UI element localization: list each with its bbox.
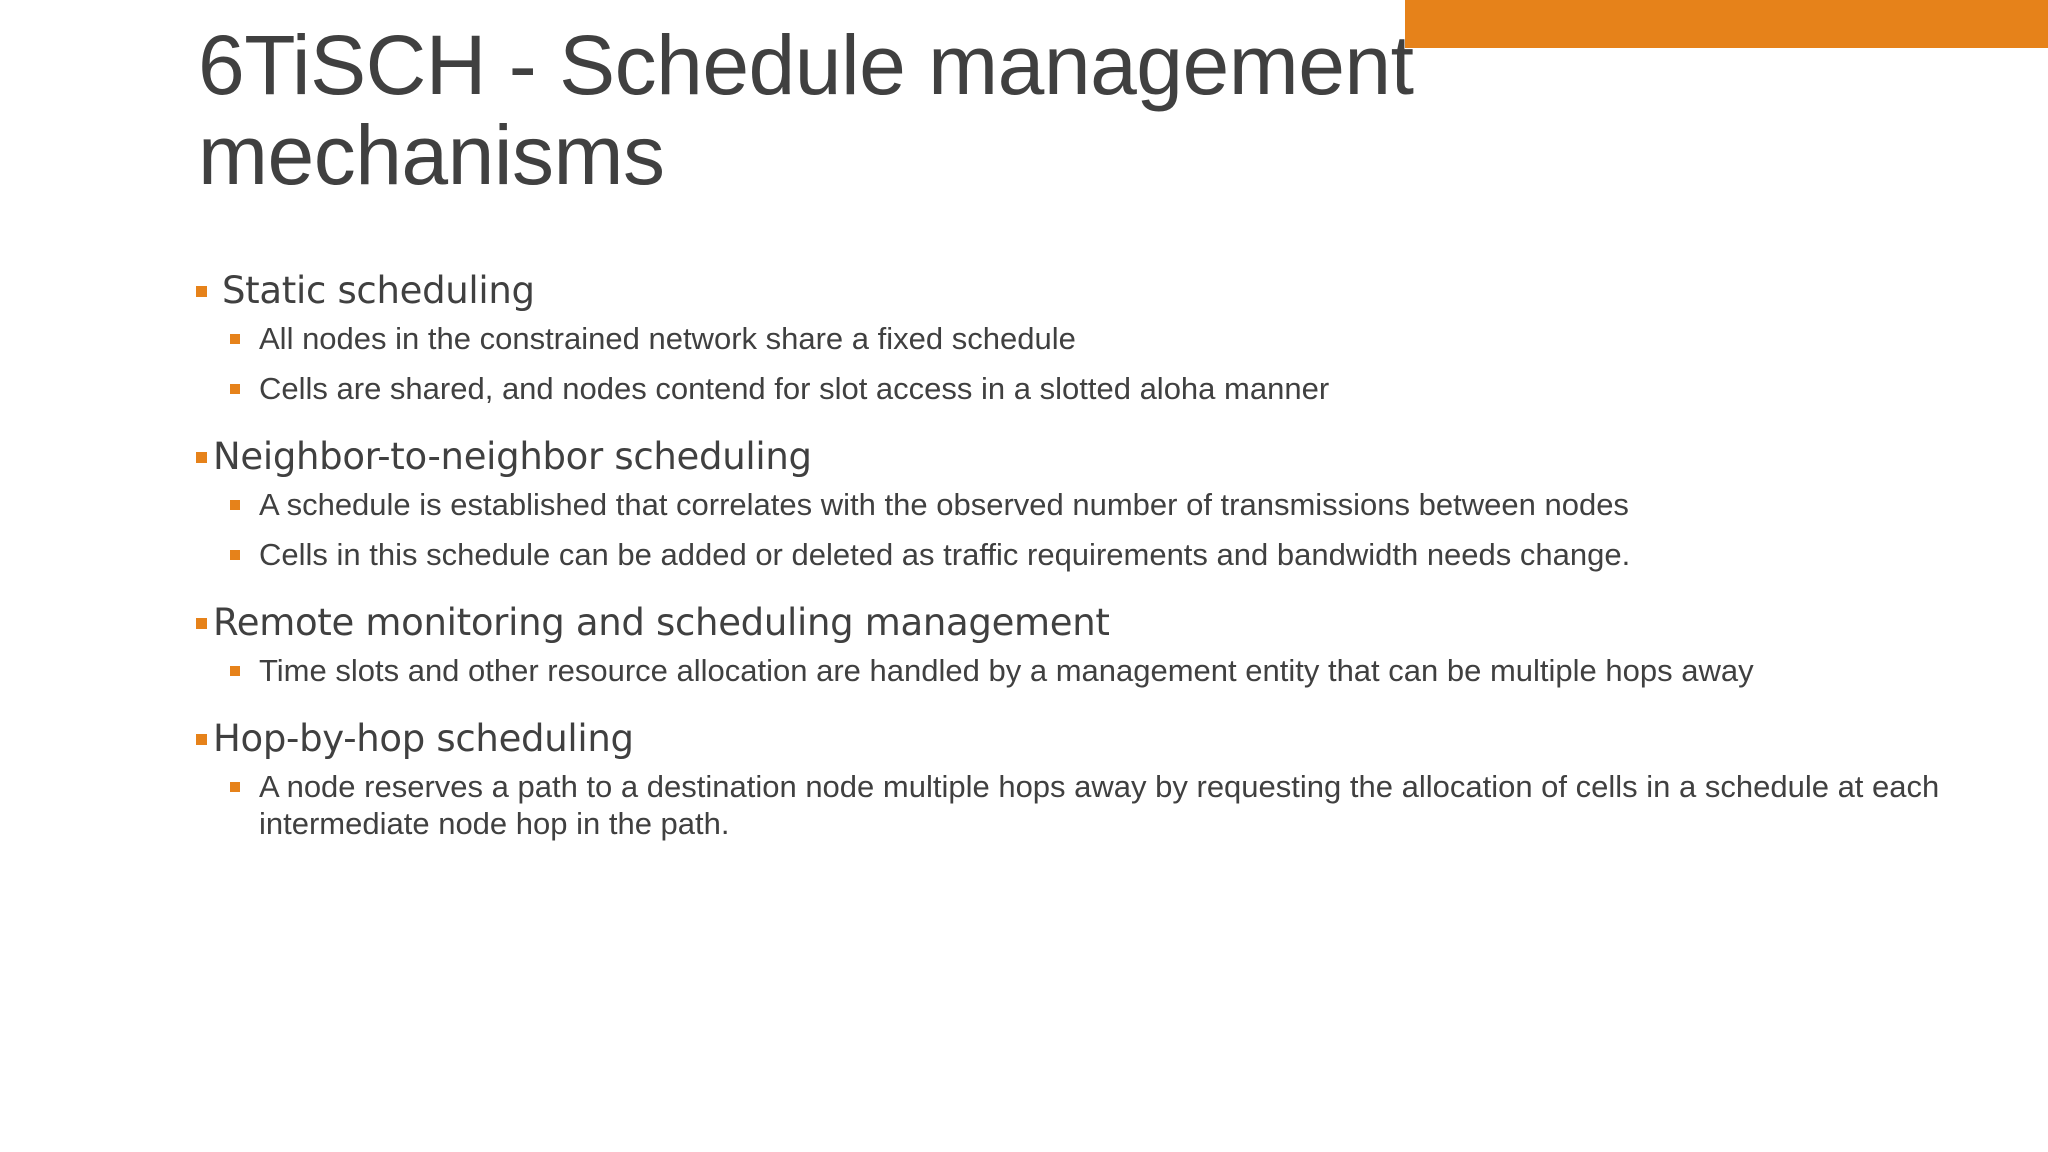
- square-bullet-icon: [196, 734, 207, 745]
- list-item: [196, 486, 2048, 523]
- section-neighbor-scheduling: [196, 432, 1896, 573]
- slide-content: [196, 266, 1940, 867]
- section-static-scheduling: [196, 266, 1896, 407]
- square-bullet-icon: [196, 286, 207, 297]
- section-heading-text: Hop-by-hop scheduling: [213, 717, 634, 760]
- list-item: [196, 370, 2048, 407]
- accent-bar: [1405, 0, 2048, 48]
- section-heading: [196, 598, 1896, 648]
- square-bullet-icon: [196, 452, 207, 463]
- list-item-text: Cells in this schedule can be added or deleted as traffic requirements and bandwidth needs change.: [259, 537, 1631, 572]
- square-bullet-icon: [230, 666, 240, 676]
- section-heading-text: Neighbor-to-neighbor scheduling: [213, 435, 812, 478]
- section-heading-text: Static scheduling: [222, 269, 535, 312]
- section-heading: [196, 266, 1896, 316]
- list-item-text: A node reserves a path to a destination node multiple hops away by requesting the allocation of cells in a schedule at each intermediate node hop in the path.: [259, 769, 1940, 841]
- section-heading-text: Remote monitoring and scheduling management: [213, 601, 1110, 644]
- list-item: [196, 320, 2048, 357]
- list-item-text: All nodes in the constrained network share a fixed schedule: [259, 321, 1076, 356]
- square-bullet-icon: [230, 550, 240, 560]
- list-item-text: Cells are shared, and nodes contend for slot access in a slotted aloha manner: [259, 371, 1330, 406]
- slide-title: 6TiSCH - Schedule management mechanisms: [198, 18, 1414, 202]
- list-item: [196, 768, 2048, 842]
- square-bullet-icon: [230, 334, 240, 344]
- list-item: [196, 652, 2048, 689]
- section-hop-by-hop: [196, 714, 1940, 842]
- list-item: [196, 536, 2048, 573]
- section-remote-monitoring: [196, 598, 1896, 689]
- square-bullet-icon: [230, 384, 240, 394]
- section-heading: [196, 432, 1896, 482]
- square-bullet-icon: [230, 500, 240, 510]
- list-item-text: Time slots and other resource allocation are handled by a management entity that can be multiple hops away: [259, 653, 1754, 688]
- list-item-text: A schedule is established that correlates with the observed number of transmissions between nodes: [259, 487, 1629, 522]
- square-bullet-icon: [230, 782, 240, 792]
- square-bullet-icon: [196, 618, 207, 629]
- section-heading: [196, 714, 1896, 764]
